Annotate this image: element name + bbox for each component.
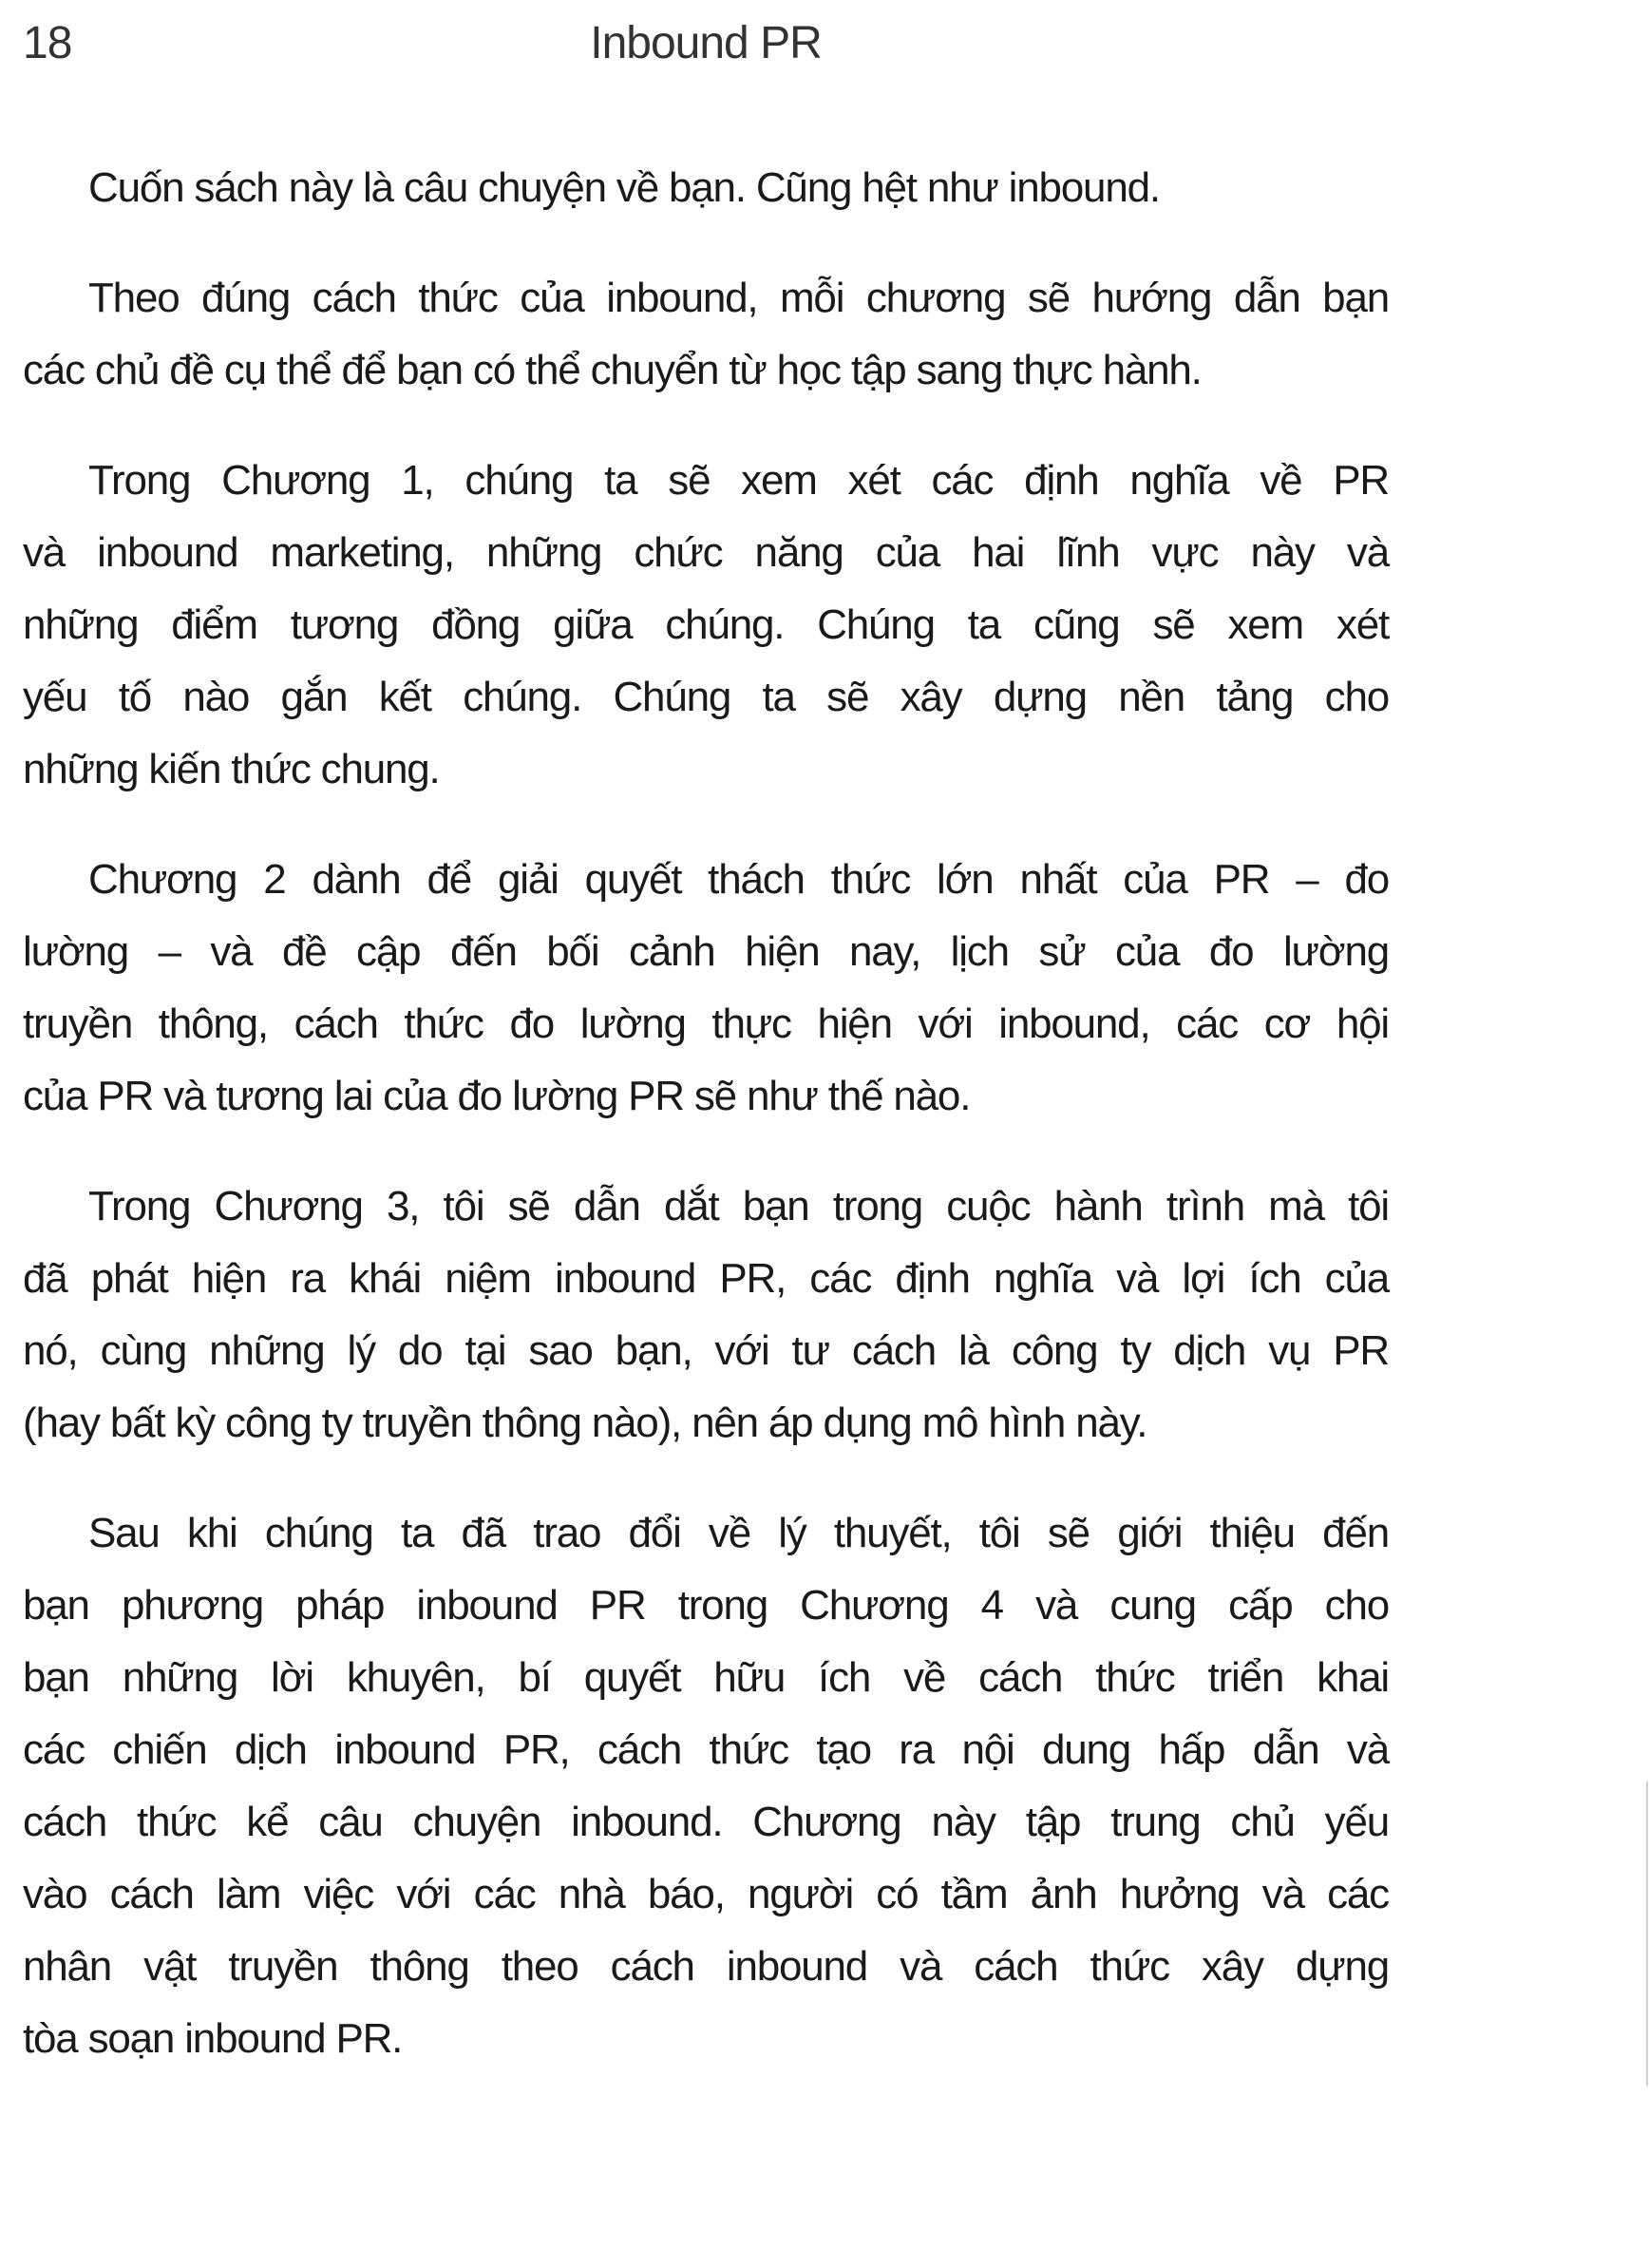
text-line: bạn phương pháp inbound PR trong Chương 4 và cung cấp cho xyxy=(23,1582,1389,1629)
text-line: cách thức kể câu chuyện inbound. Chương này tập trung chủ yếu xyxy=(23,1799,1389,1845)
text-line: tòa soạn inbound PR. xyxy=(23,2015,403,2062)
text-line: bạn những lời khuyên, bí quyết hữu ích về cách thức triển khai xyxy=(23,1654,1389,1701)
page-edge-divider xyxy=(1646,1782,1648,2086)
text-line: (hay bất kỳ công ty truyền thông nào), nên áp dụng mô hình này. xyxy=(23,1400,1147,1446)
text-line: Sau khi chúng ta đã trao đổi về lý thuyết, tôi sẽ giới thiệu đến xyxy=(88,1510,1389,1556)
text-line: lường – và đề cập đến bối cảnh hiện nay, lịch sử của đo lường xyxy=(23,928,1389,975)
text-line: những kiến thức chung. xyxy=(23,746,440,792)
text-line: Theo đúng cách thức của inbound, mỗi chương sẽ hướng dẫn bạn xyxy=(88,275,1389,321)
text-line: Trong Chương 1, chúng ta sẽ xem xét các định nghĩa về PR xyxy=(88,457,1389,504)
text-line: Chương 2 dành để giải quyết thách thức lớn nhất của PR – đo xyxy=(88,856,1389,903)
text-line: yếu tố nào gắn kết chúng. Chúng ta sẽ xây dựng nền tảng cho xyxy=(23,674,1389,720)
text-line: đã phát hiện ra khái niệm inbound PR, các định nghĩa và lợi ích của xyxy=(23,1255,1389,1302)
text-line: Cuốn sách này là câu chuyện về bạn. Cũng hệt như inbound. xyxy=(88,164,1160,211)
text-line: và inbound marketing, những chức năng của hai lĩnh vực này và xyxy=(23,529,1389,576)
text-line: Trong Chương 3, tôi sẽ dẫn dắt bạn trong cuộc hành trình mà tôi xyxy=(88,1183,1389,1229)
paragraph-chapter-2 xyxy=(23,844,1389,1133)
text-line: vào cách làm việc với các nhà báo, người có tầm ảnh hưởng và các xyxy=(23,1871,1389,1917)
paragraph-chapter-4 xyxy=(23,1497,1389,2075)
page-number: 18 xyxy=(23,18,72,68)
text-line: nhân vật truyền thông theo cách inbound và cách thức xây dựng xyxy=(23,1943,1389,1990)
text-line: những điểm tương đồng giữa chúng. Chúng ta cũng sẽ xem xét xyxy=(23,601,1389,648)
paragraph-method xyxy=(23,262,1389,407)
text-line: truyền thông, cách thức đo lường thực hiện với inbound, các cơ hội xyxy=(23,1001,1389,1047)
page-header xyxy=(23,13,1389,74)
text-line: các chủ đề cụ thể để bạn có thể chuyển từ học tập sang thực hành. xyxy=(23,347,1202,393)
paragraph-intro xyxy=(23,152,1389,224)
page-body xyxy=(23,152,1389,2113)
paragraph-chapter-3 xyxy=(23,1171,1389,1459)
text-line: nó, cùng những lý do tại sao bạn, với tư cách là công ty dịch vụ PR xyxy=(23,1327,1389,1374)
running-title: Inbound PR xyxy=(590,18,822,68)
paragraph-chapter-1 xyxy=(23,445,1389,806)
text-line: các chiến dịch inbound PR, cách thức tạo ra nội dung hấp dẫn và xyxy=(23,1726,1389,1773)
text-line: của PR và tương lai của đo lường PR sẽ như thế nào. xyxy=(23,1073,971,1119)
